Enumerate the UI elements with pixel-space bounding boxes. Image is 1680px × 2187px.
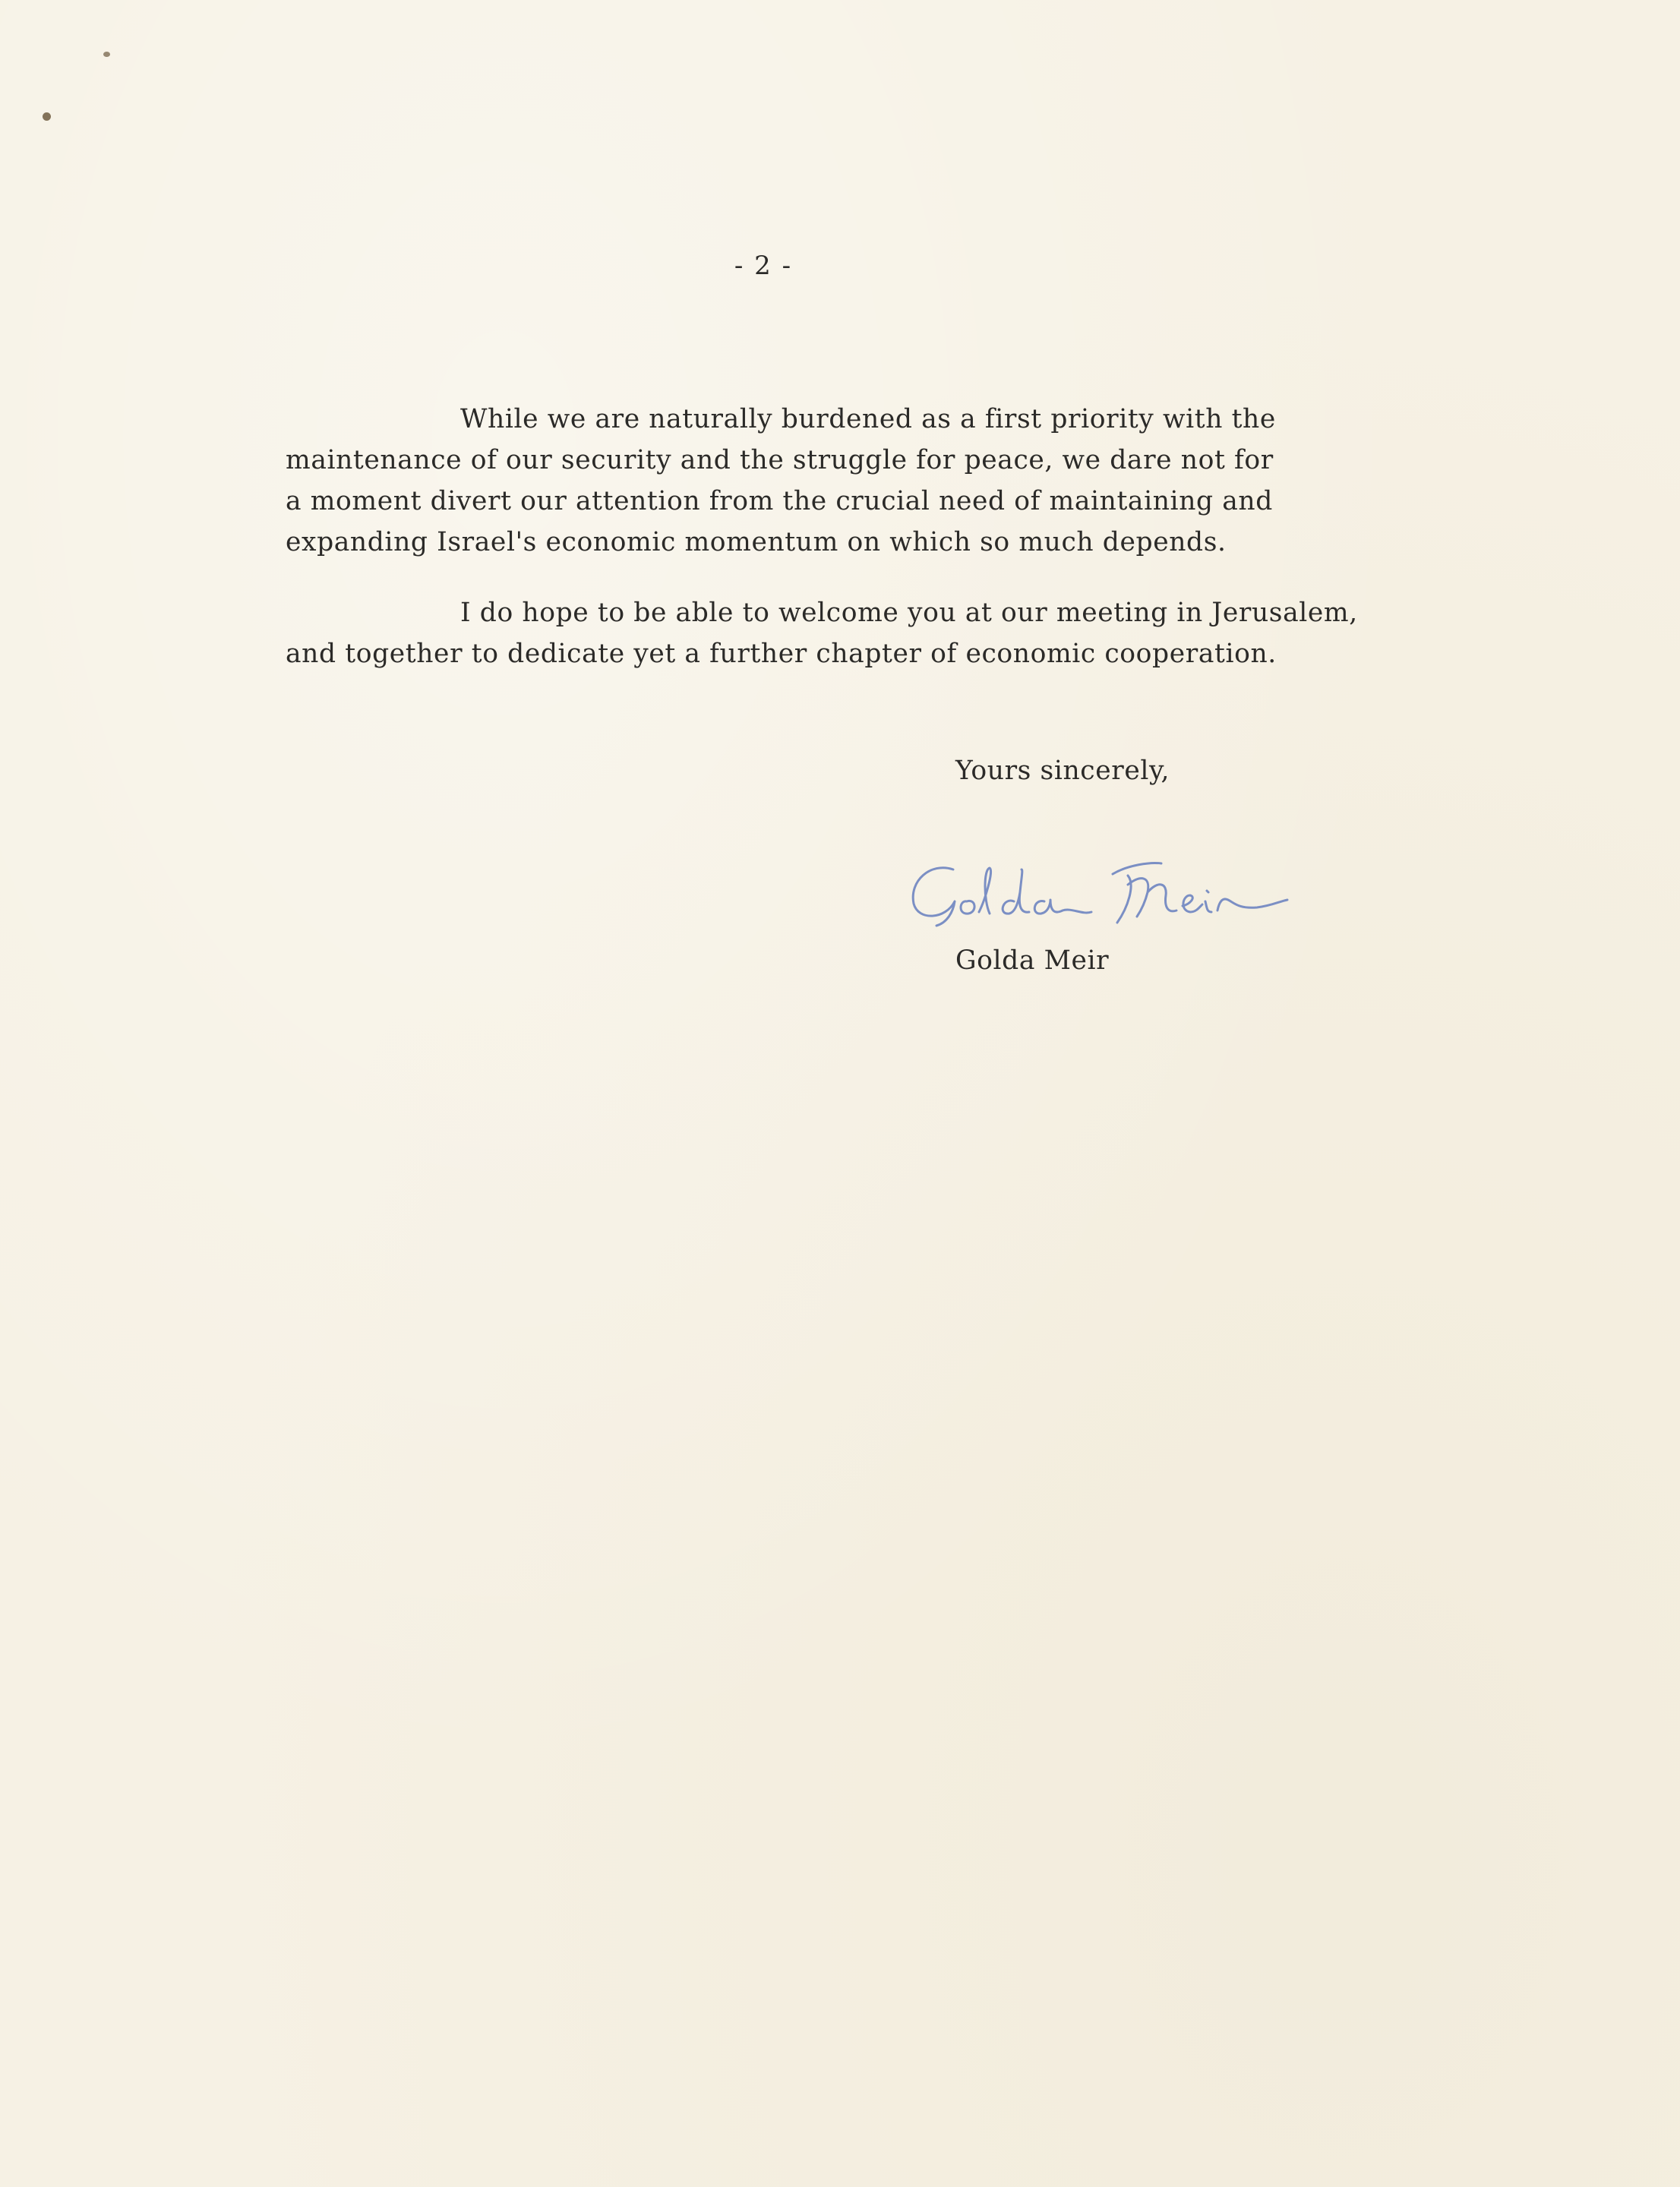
paragraph-line: maintenance of our security and the struggle for peace, we dare not for (286, 445, 1274, 475)
paragraph-line: I do hope to be able to welcome you at our meeting in Jerusalem, (460, 598, 1358, 628)
paragraph-security (286, 399, 1455, 563)
handwritten-signature (900, 847, 1295, 938)
closing-salutation: Yours sincerely, (955, 756, 1170, 786)
paper-speck (43, 112, 51, 121)
paragraph-line: a moment divert our attention from the crucial need of maintaining and (286, 486, 1273, 516)
paragraph-line: and together to dedicate yet a further chapter of economic cooperation. (286, 639, 1277, 669)
paragraph-welcome (286, 592, 1455, 674)
signer-name: Golda Meir (955, 945, 1110, 976)
paragraph-line: While we are naturally burdened as a first priority with the (460, 404, 1276, 434)
paragraph-line: expanding Israel's economic momentum on which so much depends. (286, 527, 1227, 557)
page-number: - 2 - (734, 251, 793, 281)
paper-speck (103, 52, 110, 57)
